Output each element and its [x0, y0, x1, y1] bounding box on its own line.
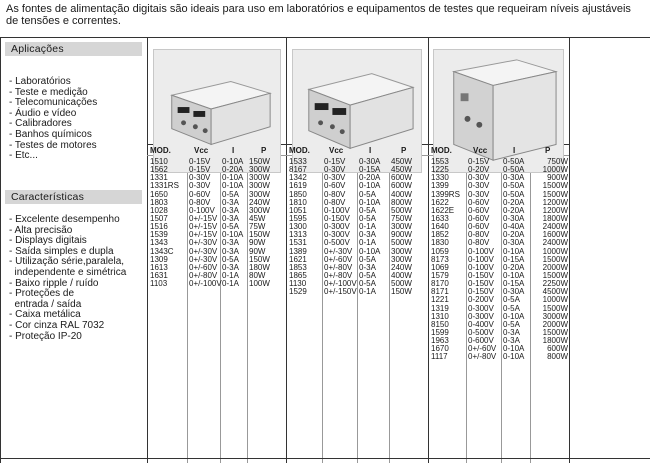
- table-cell: 0-60V: [468, 222, 490, 232]
- table-cell: 0+/-30V: [189, 246, 218, 256]
- table-cell: 0-1A: [359, 287, 376, 297]
- table-cell: 0-100V: [324, 205, 350, 215]
- table-cell: 2250W: [542, 279, 568, 289]
- table-cell: 0-1A: [222, 270, 239, 280]
- table-cell: 1803: [150, 197, 168, 207]
- table2-vcc-column: [324, 158, 357, 296]
- list-item: - Telecomunicações: [9, 97, 98, 109]
- table-cell: 4500W: [542, 287, 568, 297]
- table-cell: 1343: [150, 238, 168, 248]
- table-cell: 0-20A: [503, 230, 525, 240]
- table-cell: 1221: [431, 295, 449, 305]
- table-cell: 150W: [249, 254, 270, 264]
- table-cell: 1500W: [542, 254, 568, 264]
- table-cell: 0-5A: [359, 279, 376, 289]
- table-cell: 1200W: [542, 197, 568, 207]
- table-cell: 240W: [391, 262, 412, 272]
- table-cell: 0-20A: [359, 173, 381, 183]
- table-cell: 1631: [150, 270, 168, 280]
- product-sheet: [0, 37, 650, 463]
- grid-line: [322, 145, 323, 463]
- table2-header-i: I: [369, 146, 372, 155]
- table-cell: 1562: [150, 165, 168, 175]
- table-cell: 2000W: [542, 319, 568, 329]
- table-cell: 0-3A: [359, 230, 376, 240]
- list-item: - Displays digitais: [9, 235, 87, 247]
- table-cell: 1399RS: [431, 189, 460, 199]
- table-cell: 1309: [150, 254, 168, 264]
- table-cell: 0-5A: [359, 254, 376, 264]
- table-cell: 300W: [391, 254, 412, 264]
- table-cell: 1313: [289, 230, 307, 240]
- table-cell: 0-30V: [324, 173, 346, 183]
- table1-header-i: I: [232, 146, 235, 155]
- table-cell: 1507: [150, 213, 168, 223]
- table2-header-vcc: Vcc: [329, 146, 344, 155]
- table-cell: 500W: [391, 238, 412, 248]
- list-item: - Testes de motores: [9, 139, 97, 151]
- grid-line: [530, 145, 531, 463]
- table-cell: 0-30V: [189, 181, 211, 191]
- table-cell: 0-30A: [359, 157, 381, 166]
- table-cell: 0-30A: [503, 287, 525, 297]
- table-cell: 90W: [249, 238, 266, 248]
- table-cell: 450W: [391, 157, 412, 166]
- table-cell: 0-10A: [222, 181, 244, 191]
- table-cell: 600W: [391, 181, 412, 191]
- table-cell: 0-80V: [468, 238, 490, 248]
- table-cell: 0-20A: [503, 262, 525, 272]
- table1-header-p: P: [261, 146, 267, 155]
- table-cell: 0-300V: [468, 303, 494, 313]
- table-cell: 1800W: [542, 336, 568, 346]
- table-cell: 1117: [431, 352, 448, 362]
- table-cell: 0+/-150V: [324, 287, 357, 297]
- table-cell: 150W: [249, 230, 270, 240]
- table-cell: 150W: [249, 157, 270, 166]
- table-cell: 0-5A: [359, 270, 376, 280]
- table-cell: 300W: [391, 246, 412, 256]
- table-cell: 1331: [150, 173, 168, 183]
- table-cell: 1600W: [542, 230, 568, 240]
- table-cell: 0-10A: [222, 157, 244, 166]
- table1-mod-column: [150, 158, 179, 288]
- table-cell: 1310: [431, 311, 449, 321]
- table-cell: 1500W: [542, 189, 568, 199]
- table-cell: 0-3A: [222, 246, 239, 256]
- list-item: - Calibradores: [9, 118, 72, 130]
- table-cell: 8167: [289, 165, 307, 175]
- table-cell: 1510: [150, 157, 168, 166]
- table-cell: 0-100V: [189, 205, 215, 215]
- table-cell: 0-50A: [503, 181, 525, 191]
- table-cell: 600W: [547, 344, 568, 354]
- list-item: - Cor cinza RAL 7032: [9, 319, 105, 331]
- table-cell: 0-60V: [468, 205, 490, 215]
- table-cell: 0+/-30V: [324, 246, 353, 256]
- table-cell: 0-500V: [324, 238, 350, 248]
- table-cell: 1963: [431, 336, 449, 346]
- table-cell: 0-5A: [359, 189, 376, 199]
- table-cell: 0-100V: [468, 262, 494, 272]
- table-cell: 0-50A: [503, 157, 525, 166]
- table-cell: 1130: [289, 279, 307, 289]
- table-cell: 8171: [431, 287, 449, 297]
- table-cell: 400W: [391, 189, 412, 199]
- table-cell: 0-10A: [503, 270, 525, 280]
- list-item: - Proteção IP-20: [9, 330, 82, 342]
- table-cell: 300W: [249, 189, 270, 199]
- table-cell: 0+/-15V: [189, 230, 218, 240]
- grid-line: [1, 458, 650, 459]
- table-cell: 900W: [391, 230, 412, 240]
- table-cell: 0-40A: [503, 222, 525, 232]
- list-item: - Excelente desempenho: [9, 214, 120, 225]
- table-cell: 300W: [249, 165, 270, 175]
- table-cell: 1852: [431, 230, 449, 240]
- table-cell: 1865: [289, 270, 307, 280]
- list-item: - Caixa metálica: [9, 309, 81, 321]
- grid-line: [357, 145, 358, 463]
- table3-header-vcc: Vcc: [473, 146, 488, 155]
- table2-header-p: P: [401, 146, 407, 155]
- table1-vcc-column: [189, 158, 222, 288]
- intro-paragraph: As fontes de alimentação digitais são ideais para uso em laboratórios e equipamentos de testes que requeiram níveis ajustáveis de tensões e correntes.: [6, 3, 631, 27]
- table-cell: 1533: [289, 157, 307, 166]
- table-cell: 1633: [431, 213, 449, 223]
- list-item: independente e simétrica: [9, 266, 127, 278]
- table-cell: 1516: [150, 222, 168, 232]
- table-cell: 0-20A: [222, 165, 244, 175]
- table-cell: 500W: [391, 279, 412, 289]
- table-cell: 0-300V: [324, 230, 350, 240]
- table-cell: 1389: [289, 246, 307, 256]
- table-cell: 0-30V: [468, 181, 490, 191]
- table-cell: 0-80V: [324, 189, 346, 199]
- table-cell: 8173: [431, 254, 449, 264]
- table-cell: 1599: [431, 327, 449, 337]
- table-cell: 0-15V: [468, 157, 490, 166]
- table-cell: 300W: [249, 181, 270, 191]
- table-cell: 0+/-60V: [189, 262, 218, 272]
- table-cell: 1810: [289, 197, 307, 207]
- table-cell: 1830: [431, 238, 449, 248]
- table-cell: 0-5A: [222, 189, 239, 199]
- table-cell: 0-30V: [189, 173, 211, 183]
- table-cell: 0-10A: [222, 173, 244, 183]
- table-cell: 0-10A: [359, 197, 381, 207]
- table-cell: 0-60V: [189, 189, 211, 199]
- grid-line: [286, 38, 287, 463]
- table-cell: 1059: [431, 246, 449, 256]
- table-cell: 0-5A: [359, 213, 376, 223]
- table-cell: 0-1A: [222, 279, 239, 289]
- table1-i-column: [222, 158, 243, 288]
- table-cell: 1650: [150, 189, 168, 199]
- list-item: - Utilização série,paralela,: [9, 256, 125, 268]
- table-cell: 0+/-80V: [468, 352, 497, 362]
- table-cell: 0+/-80V: [324, 270, 353, 280]
- table-cell: 8150: [431, 319, 449, 329]
- grid-line: [569, 38, 570, 463]
- table-cell: 0+/-15V: [189, 222, 218, 232]
- table-cell: 0-150V: [468, 270, 494, 280]
- table-cell: 240W: [249, 197, 270, 207]
- table-cell: 0-5A: [222, 254, 239, 264]
- table-cell: 1622E: [431, 205, 455, 215]
- table-cell: 0-5A: [503, 295, 520, 305]
- table-cell: 0-50A: [503, 189, 525, 199]
- table-cell: 80W: [249, 270, 266, 280]
- table-cell: 1613: [150, 262, 168, 272]
- table-cell: 0-30V: [324, 165, 346, 175]
- table-cell: 1539: [150, 230, 168, 240]
- table3-header-i: I: [513, 146, 516, 155]
- table-cell: 0-10A: [222, 230, 244, 240]
- table-cell: 1619: [289, 181, 307, 191]
- table-cell: 1300: [289, 222, 307, 232]
- table-cell: 300W: [249, 173, 270, 183]
- table-cell: 0-60V: [468, 213, 490, 223]
- table-cell: 0-3A: [222, 197, 239, 207]
- table-cell: 1595: [289, 213, 307, 223]
- table-cell: 1051: [289, 205, 307, 215]
- table-cell: 1069: [431, 262, 449, 272]
- list-item: - Teste e medição: [9, 86, 88, 98]
- table-cell: 0-50A: [503, 165, 525, 175]
- table-cell: 0-10A: [503, 246, 525, 256]
- grid-line: [247, 145, 248, 463]
- table2-header-mod: MOD.: [289, 146, 310, 155]
- table-cell: 0-15A: [359, 165, 381, 175]
- table-cell: 1000W: [542, 295, 568, 305]
- table-cell: 0-10A: [359, 246, 381, 256]
- table-cell: 900W: [547, 173, 568, 183]
- caracteristicas-header: Características: [5, 190, 142, 204]
- table-cell: 0+/-60V: [324, 254, 353, 264]
- table-cell: 0-5A: [503, 319, 520, 329]
- table3-vcc-column: [468, 158, 496, 362]
- table-cell: 1622: [431, 197, 449, 207]
- table-cell: 300W: [249, 205, 270, 215]
- grid-line: [501, 145, 502, 463]
- table-cell: 1500W: [542, 303, 568, 313]
- table1-header-vcc: Vcc: [194, 146, 209, 155]
- table-cell: 2000W: [542, 262, 568, 272]
- table2-mod-column: [289, 158, 307, 296]
- table-cell: 0-15V: [189, 165, 211, 175]
- table-cell: 0-150V: [324, 213, 350, 223]
- list-item: - Áudio e vídeo: [9, 107, 77, 119]
- table-cell: 1331RS: [150, 181, 179, 191]
- table-cell: 1000W: [542, 246, 568, 256]
- table-cell: 1319: [431, 303, 449, 313]
- table-cell: 0+/-100V: [189, 279, 222, 289]
- table-cell: 100W: [249, 279, 270, 289]
- table-cell: 1640: [431, 222, 449, 232]
- table-cell: 3000W: [542, 311, 568, 321]
- table-cell: 0-3A: [222, 262, 239, 272]
- table-cell: 1342: [289, 173, 307, 183]
- table-cell: 0-10A: [503, 352, 525, 362]
- table-cell: 0-1A: [359, 238, 376, 248]
- table-cell: 0-10A: [503, 311, 525, 321]
- aplicacoes-header: Aplicações: [5, 42, 142, 56]
- table-cell: 1103: [150, 279, 168, 289]
- table-cell: 150W: [391, 287, 412, 297]
- table-cell: 0+/-30V: [189, 238, 218, 248]
- table-cell: 600W: [391, 173, 412, 183]
- table-cell: 1343C: [150, 246, 174, 256]
- table-cell: 0-100V: [468, 254, 494, 264]
- table-cell: 0-3A: [222, 205, 239, 215]
- table-cell: 1621: [289, 254, 307, 264]
- table-cell: 0-20V: [468, 165, 490, 175]
- table-cell: 0-400V: [468, 319, 494, 329]
- list-item: - Proteções de: [9, 288, 75, 300]
- table-cell: 0-3A: [359, 262, 376, 272]
- grid-line: [187, 145, 188, 463]
- table-cell: 1000W: [542, 165, 568, 175]
- table3-mod-column: [431, 158, 460, 362]
- table-cell: 750W: [547, 157, 568, 166]
- table-cell: 0-5A: [222, 222, 239, 232]
- table-cell: 180W: [249, 262, 270, 272]
- aplicacoes-list: [9, 77, 149, 162]
- table-cell: 0+/-80V: [189, 270, 218, 280]
- table-cell: 300W: [391, 222, 412, 232]
- table-cell: 0-3A: [503, 336, 520, 346]
- table-cell: 0-300V: [324, 222, 350, 232]
- table-cell: 0-20A: [503, 197, 525, 207]
- table-cell: 0-3A: [222, 213, 239, 223]
- list-item: - Laboratórios: [9, 76, 71, 87]
- table-cell: 800W: [391, 197, 412, 207]
- table-cell: 0-1A: [359, 222, 376, 232]
- table-cell: 0-30A: [503, 213, 525, 223]
- table-cell: 0-15A: [503, 279, 525, 289]
- table-cell: 0-150V: [468, 287, 494, 297]
- caracteristicas-list: [9, 215, 149, 342]
- table-cell: 1800W: [542, 213, 568, 223]
- table-cell: 1500W: [542, 327, 568, 337]
- table-cell: 0-80V: [189, 197, 211, 207]
- grid-line: [466, 145, 467, 463]
- table-cell: 400W: [391, 270, 412, 280]
- table3-p-column: [532, 158, 568, 362]
- table3-i-column: [503, 158, 524, 362]
- table-cell: 0-5A: [359, 205, 376, 215]
- table-cell: 1670: [431, 344, 449, 354]
- table-cell: 0-300V: [468, 311, 494, 321]
- table-cell: 0-60V: [324, 181, 346, 191]
- grid-line: [389, 145, 390, 463]
- table-cell: 1225: [431, 165, 449, 175]
- table-cell: 0+/-60V: [468, 344, 497, 354]
- table-cell: 8170: [431, 279, 449, 289]
- table-cell: 1850: [289, 189, 307, 199]
- table-cell: 0-10A: [503, 344, 525, 354]
- table-cell: 0-5A: [503, 303, 520, 313]
- table-cell: 1028: [150, 205, 168, 215]
- table-cell: 0+/-100V: [324, 279, 357, 289]
- list-item: - Baixo ripple / ruído: [9, 277, 99, 289]
- table3-header-mod: MOD.: [431, 146, 452, 155]
- table-cell: 0-80V: [324, 197, 346, 207]
- table-cell: 1330: [431, 173, 449, 183]
- table2-i-column: [359, 158, 380, 296]
- table-cell: 2400W: [542, 222, 568, 232]
- list-item: entrada / saída: [9, 298, 82, 310]
- table-cell: 0-10A: [359, 181, 381, 191]
- table-cell: 1529: [289, 287, 307, 297]
- grid-line: [428, 38, 429, 463]
- table-cell: 90W: [249, 246, 266, 256]
- list-item: - Alta precisão: [9, 224, 73, 236]
- table1-header-mod: MOD.: [150, 146, 171, 155]
- table-cell: 1531: [289, 238, 307, 248]
- table-cell: 0-30V: [468, 189, 490, 199]
- list-item: - Etc...: [9, 150, 38, 162]
- table-cell: 0-30A: [503, 173, 525, 183]
- table-cell: 1500W: [542, 270, 568, 280]
- table-cell: 0-20A: [503, 205, 525, 215]
- table-cell: 0-500V: [468, 327, 494, 337]
- table-cell: 45W: [249, 213, 266, 223]
- table-cell: 0-150V: [468, 279, 494, 289]
- table-cell: 0-100V: [468, 246, 494, 256]
- table-cell: 1553: [431, 157, 449, 166]
- table-cell: 1399: [431, 181, 449, 191]
- table-cell: 2400W: [542, 238, 568, 248]
- table-cell: 450W: [391, 165, 412, 175]
- table-cell: 750W: [391, 213, 412, 223]
- table-cell: 0-30V: [468, 173, 490, 183]
- table-cell: 0+/-30V: [189, 254, 218, 264]
- table-cell: 0-60V: [468, 197, 490, 207]
- table-cell: 0+/-80V: [324, 262, 353, 272]
- list-item: - Saída simples e dupla: [9, 245, 114, 257]
- table-cell: 0-15A: [503, 254, 525, 264]
- table-cell: 0+/-15V: [189, 213, 218, 223]
- table-cell: 0-200V: [468, 295, 494, 305]
- table-cell: 0-600V: [468, 336, 494, 346]
- table-cell: 500W: [391, 205, 412, 215]
- table-cell: 0-15V: [324, 157, 346, 166]
- table-cell: 0-80V: [468, 230, 490, 240]
- table-cell: 0-3A: [222, 238, 239, 248]
- table-cell: 1853: [289, 262, 307, 272]
- table3-header-p: P: [545, 146, 551, 155]
- list-item: - Banhos químicos: [9, 128, 92, 140]
- table-cell: 0-15V: [189, 157, 211, 166]
- table-cell: 75W: [249, 222, 266, 232]
- table-cell: 1500W: [542, 181, 568, 191]
- table-cell: 0-3A: [503, 327, 520, 337]
- table2-p-column: [391, 158, 412, 296]
- table-cell: 1200W: [542, 205, 568, 215]
- table-cell: 0-30A: [503, 238, 525, 248]
- table-cell: 800W: [547, 352, 568, 362]
- table-cell: 1579: [431, 270, 449, 280]
- table1-p-column: [249, 158, 270, 288]
